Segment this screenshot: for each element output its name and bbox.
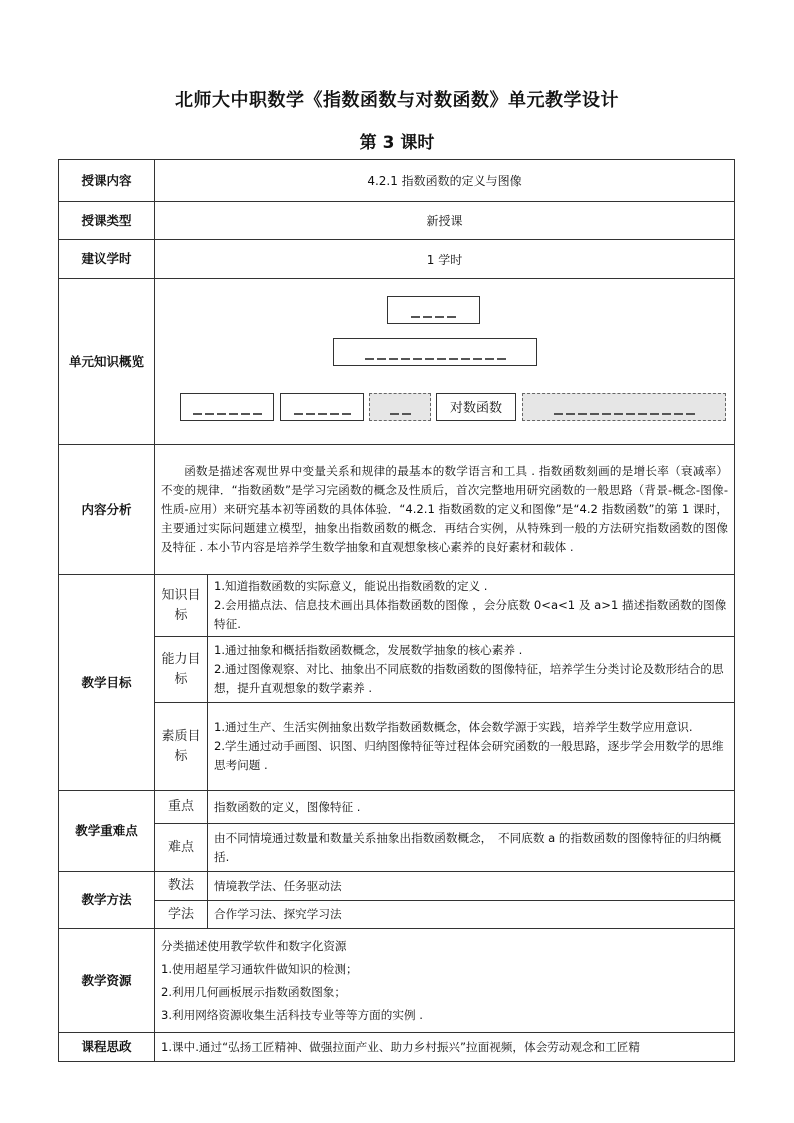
row-learn-method <box>59 901 735 929</box>
resource-item: 2.利用几何画板展示指数函数图象； <box>161 984 346 999</box>
lesson-number: 第 3 课时 <box>359 133 435 153</box>
box-topic-5 <box>522 393 726 421</box>
type-label: 授课类型 <box>59 202 155 240</box>
difficulty-label: 难点 <box>155 824 208 872</box>
box-topic-4-label: 对数函数 <box>449 401 502 416</box>
resource-item: 3.利用网络资源收集生活科技专业等等方面的实例 . <box>161 1007 423 1022</box>
quality-goal-item: 2.学生通过动手画图、识图、归纳图像特征等过程体会研究函数的一般思路，逐步学会用数学的思维思考问题 . <box>214 739 724 772</box>
hours-value: 1 学时 <box>155 240 735 279</box>
document-title: 北师大中职数学《指数函数与对数函数》单元教学设计 <box>175 90 619 111</box>
row-goal-quality <box>59 703 735 791</box>
resources-label: 教学资源 <box>59 929 155 1033</box>
quality-goal-content <box>208 703 735 791</box>
ideology-label: 课程思政 <box>59 1033 155 1062</box>
box-unit-title <box>387 296 480 324</box>
resource-item: 分类描述使用教学软件和数字化资源 <box>161 938 347 953</box>
knowledge-goal-item: 1.知道指数函数的实际意义，能说出指数函数的定义 . <box>214 579 488 593</box>
box-topic-2 <box>280 393 364 421</box>
resource-item: 1.使用超星学习通软件做知识的检测； <box>161 961 358 976</box>
row-teach-method <box>59 872 735 901</box>
keypoint-value: 指数函数的定义，图像特征 . <box>208 791 735 824</box>
type-value: 新授课 <box>155 202 735 240</box>
ability-goal-content <box>208 637 735 703</box>
ability-goal-item: 2.通过图像观察、对比、抽象出不同底数的指数函数的图像特征，培养学生分类讨论及数形结合的思想，提升直观想象的数学素养 . <box>214 662 724 695</box>
row-content <box>59 160 735 202</box>
learn-method-value: 合作学习法、探究学习法 <box>208 901 735 929</box>
knowledge-goal-item: 2.会用描点法、信息技术画出具体指数函数的图像 ，会分底数 0<a<1 及 a>1 描述指数函数的图像特征. <box>214 598 727 631</box>
learn-method-label: 学法 <box>155 901 208 929</box>
overview-label: 单元知识概览 <box>59 279 155 445</box>
keypoints-label: 教学重难点 <box>59 791 155 872</box>
row-keypoint <box>59 791 735 824</box>
row-goal-ability <box>59 637 735 703</box>
quality-goal-item: 1.通过生产、生活实例抽象出数学指数函数概念，体会数学源于实践，培养学生数学应用意识. <box>214 720 693 734</box>
teach-method-label: 教法 <box>155 872 208 901</box>
resources-content <box>155 929 735 1033</box>
knowledge-goal-label: 知识目标 <box>155 575 208 637</box>
ideology-value: 1.课中.通过“弘扬工匠精神、做强拉面产业、助力乡村振兴”拉面视频，体会劳动观念和工匠精 <box>155 1033 735 1062</box>
ability-goal-item: 1.通过抽象和概括指数函数概念，发展数学抽象的核心素养 . <box>214 643 523 657</box>
row-resources <box>59 929 735 1033</box>
row-goal-knowledge <box>59 575 735 637</box>
row-analysis <box>59 445 735 575</box>
row-type <box>59 202 735 240</box>
box-topic-3 <box>369 393 431 421</box>
teach-method-value: 情境教学法、任务驱动法 <box>208 872 735 901</box>
keypoint-label: 重点 <box>155 791 208 824</box>
box-topic-4 <box>436 393 516 421</box>
overview-diagram <box>155 279 735 445</box>
quality-goal-label: 素质目标 <box>155 703 208 791</box>
box-unit-topic <box>333 338 537 366</box>
analysis-text <box>155 445 735 575</box>
ability-goal-label: 能力目标 <box>155 637 208 703</box>
box-topic-1 <box>180 393 274 421</box>
row-overview <box>59 279 735 445</box>
goals-label: 教学目标 <box>59 575 155 791</box>
analysis-label: 内容分析 <box>59 445 155 575</box>
row-hours <box>59 240 735 279</box>
lesson-plan-table <box>58 159 735 1062</box>
content-label: 授课内容 <box>59 160 155 202</box>
difficulty-value: 由不同情境通过数量和数量关系抽象出指数函数概念， 不同底数 a 的指数函数的图像特征的归纳概括. <box>208 824 735 872</box>
row-ideology <box>59 1033 735 1062</box>
row-difficulty <box>59 824 735 872</box>
content-value: 4.2.1 指数函数的定义与图像 <box>155 160 735 202</box>
knowledge-goal-content <box>208 575 735 637</box>
analysis-paragraph: 函数是描述客观世界中变量关系和规律的最基本的数学语言和工具 . 指数函数刻画的是增长率（衰减率）不变的规律．“指数函数”是学习完函数的概念及性质后，首次完整地用研究函数的一般思路（背景-概念-图像-性质-应用）来研究基本初等函数的具体体验．“4.2.1 指数函数的定义和图像”是“4.2 指数函数”的第 1 课时，主要通过实际问题建立模型，抽象出指数函数的概念．再结合实例，从特殊到一般的方法研究指数函数的图像及特征 . 本小节内容是培养学生数学抽象和直观想象核心素养的良好素材和载体 . <box>161 464 729 554</box>
hours-label: 建议学时 <box>59 240 155 279</box>
methods-label: 教学方法 <box>59 872 155 929</box>
